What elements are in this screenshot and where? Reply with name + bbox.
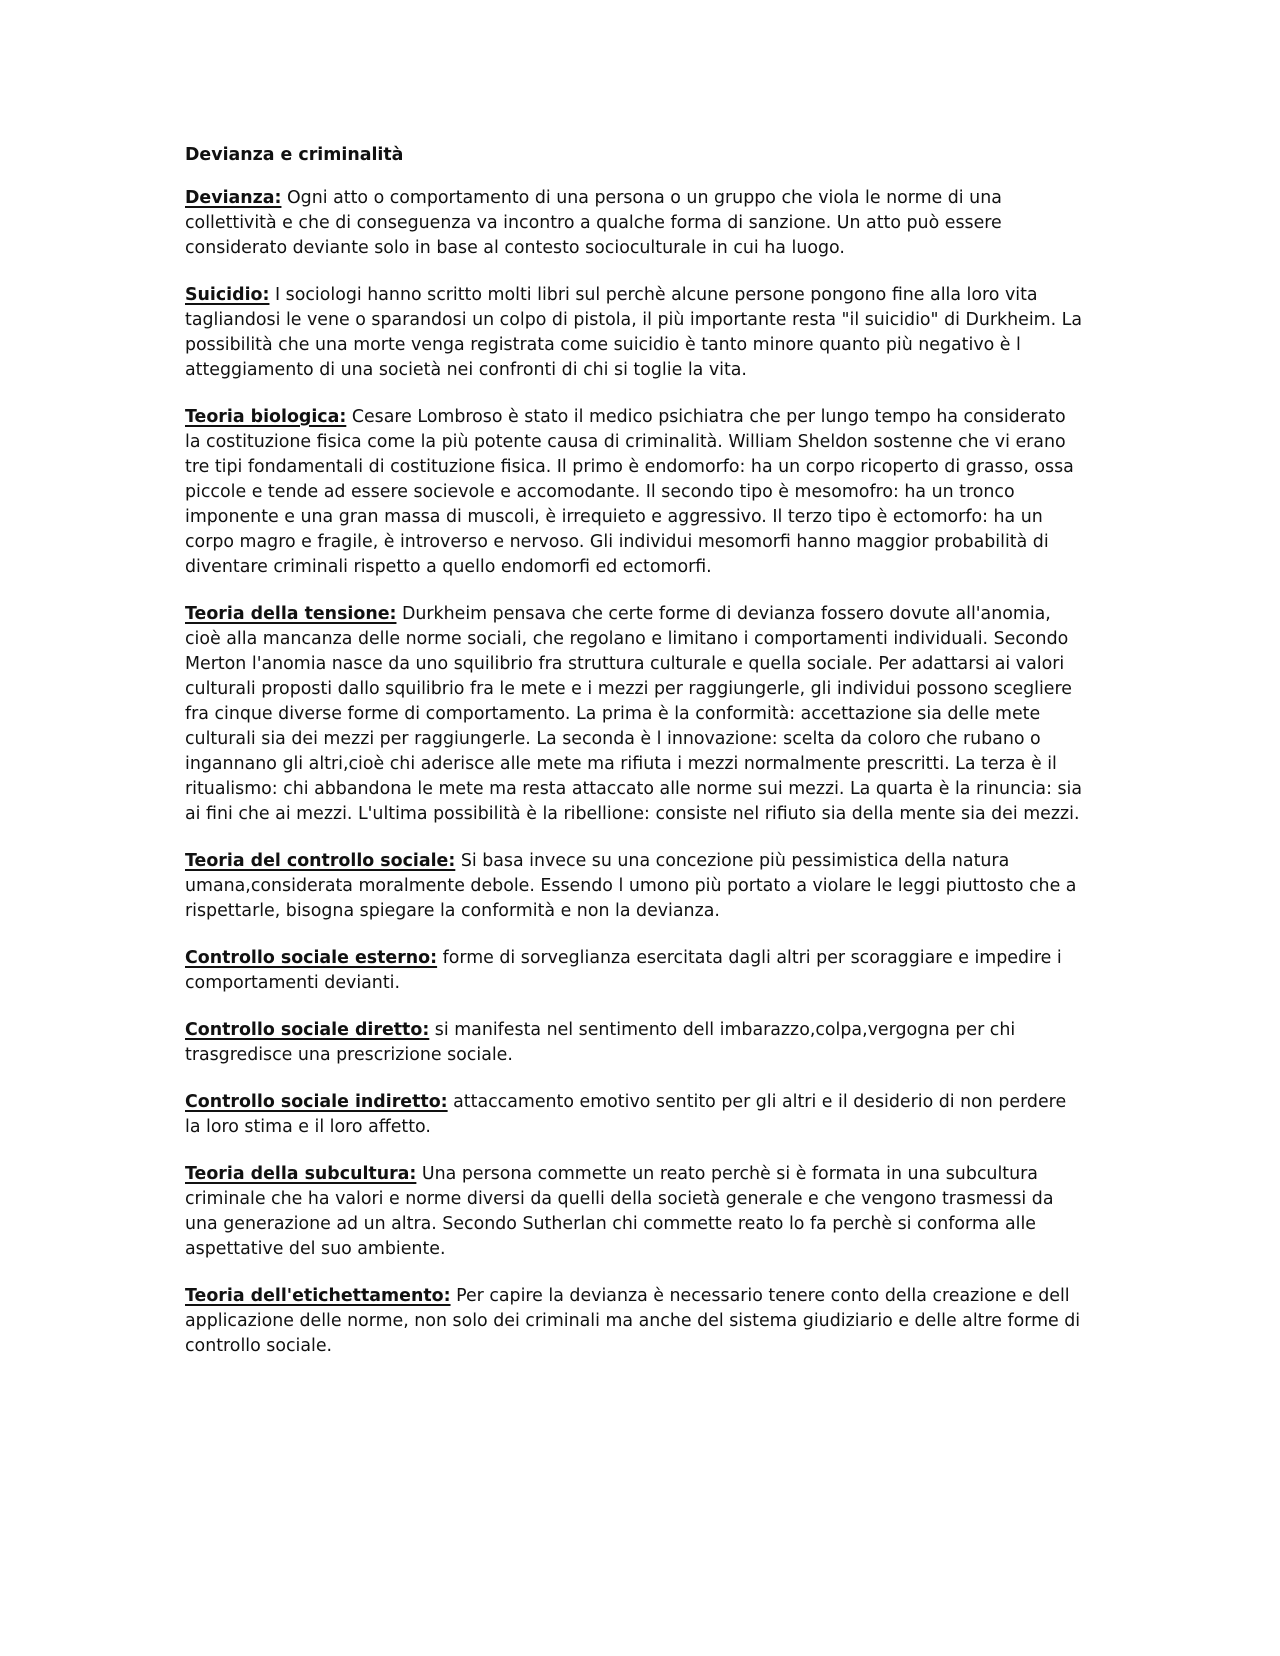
section-text: Per capire la devianza è necessario tenere conto della creazione e dell applicazione delle norme, non solo dei criminali ma anche del sistema giudiziario e delle altre forme di controllo sociale. bbox=[185, 1286, 1081, 1356]
section-controllo-indiretto bbox=[185, 1090, 1085, 1140]
section-controllo-diretto bbox=[185, 1018, 1085, 1068]
section-text: si manifesta nel sentimento dell imbarazzo,colpa,vergogna per chi trasgredisce una prescrizione sociale. bbox=[185, 1020, 1016, 1065]
section-term: Suicidio: bbox=[185, 285, 270, 305]
section-term: Teoria della subcultura: bbox=[185, 1164, 417, 1184]
section-teoria-biologica bbox=[185, 405, 1085, 580]
section-term: Teoria della tensione: bbox=[185, 604, 397, 624]
section-teoria-tensione bbox=[185, 602, 1085, 827]
section-term: Controllo sociale esterno: bbox=[185, 948, 438, 968]
section-text: I sociologi hanno scritto molti libri sul perchè alcune persone pongono fine alla loro vita tagliandosi le vene o sparandosi un colpo di pistola, il più importante resta "il suicidio" di Durkheim. La possibilità che una morte venga registrata come suicidio è tanto minore quanto più negativo è l atteggiamento di una società nei confronti di chi si toglie la vita. bbox=[185, 285, 1083, 380]
section-term: Teoria biologica: bbox=[185, 407, 347, 427]
section-text: forme di sorveglianza esercitata dagli altri per scoraggiare e impedire i comportamenti devianti. bbox=[185, 948, 1062, 993]
section-text: Cesare Lombroso è stato il medico psichiatra che per lungo tempo ha considerato la costituzione fisica come la più potente causa di criminalità. William Sheldon sostenne che vi erano tre tipi fondamentali di costituzione fisica. Il primo è endomorfo: ha un corpo ricoperto di grasso, ossa piccole e tende ad essere socievole e accomodante. Il secondo tipo è mesomofro: ha un tronco imponente e una gran massa di muscoli, è irrequieto e aggressivo. Il terzo tipo è ectomorfo: ha un corpo magro e fragile, è introverso e nervoso. Gli individui mesomorfi hanno maggior probabilità di diventare criminali rispetto a quello endomorfi ed ectomorfi. bbox=[185, 407, 1074, 577]
section-teoria-etichettamento bbox=[185, 1284, 1085, 1359]
section-term: Teoria del controllo sociale: bbox=[185, 851, 456, 871]
section-term: Controllo sociale indiretto: bbox=[185, 1092, 448, 1112]
section-text: Durkheim pensava che certe forme di devianza fossero dovute all'anomia, cioè alla mancanza delle norme sociali, che regolano e limitano i comportamenti individuali. Secondo Merton l'anomia nasce da uno squilibrio fra struttura culturale e quella sociale. Per adattarsi ai valori culturali proposti dallo squilibrio fra le mete e i mezzi per raggiungerle, gli individui possono scegliere fra cinque diverse forme di comportamento. La prima è la conformità: accettazione sia delle mete culturali sia dei mezzi per raggiungerle. La seconda è l innovazione: scelta da coloro che rubano o ingannano gli altri,cioè chi aderisce alle mete ma rifiuta i mezzi normalmente prescritti. La terza è il ritualismo: chi abbandona le mete ma resta attaccato alle norme sui mezzi. La quarta è la rinuncia: sia ai fini che ai mezzi. L'ultima possibilità è la ribellione: consiste nel rifiuto sia della mente sia dei mezzi. bbox=[185, 604, 1083, 824]
section-suicidio bbox=[185, 283, 1085, 383]
section-devianza bbox=[185, 186, 1085, 261]
document-page bbox=[185, 143, 1085, 1381]
section-teoria-subcultura bbox=[185, 1162, 1085, 1262]
section-text: attaccamento emotivo sentito per gli altri e il desiderio di non perdere la loro stima e il loro affetto. bbox=[185, 1092, 1067, 1137]
section-text: Si basa invece su una concezione più pessimistica della natura umana,considerata moralmente debole. Essendo l umono più portato a violare le leggi piuttosto che a rispettarle, bisogna spiegare la conformità e non la devianza. bbox=[185, 851, 1077, 921]
document-title: Devianza e criminalità bbox=[185, 145, 404, 165]
section-term: Controllo sociale diretto: bbox=[185, 1020, 430, 1040]
section-text: Una persona commette un reato perchè si è formata in una subcultura criminale che ha valori e norme diversi da quelli della società generale e che vengono trasmessi da una generazione ad un altra. Secondo Sutherlan chi commette reato lo fa perchè si conforma alle aspettative del suo ambiente. bbox=[185, 1164, 1054, 1259]
section-controllo-esterno bbox=[185, 946, 1085, 996]
section-text: Ogni atto o comportamento di una persona o un gruppo che viola le norme di una collettività e che di conseguenza va incontro a qualche forma di sanzione. Un atto può essere considerato deviante solo in base al contesto socioculturale in cui ha luogo. bbox=[185, 188, 1002, 258]
section-term: Devianza: bbox=[185, 188, 282, 208]
section-term: Teoria dell'etichettamento: bbox=[185, 1286, 451, 1306]
section-teoria-controllo-sociale bbox=[185, 849, 1085, 924]
